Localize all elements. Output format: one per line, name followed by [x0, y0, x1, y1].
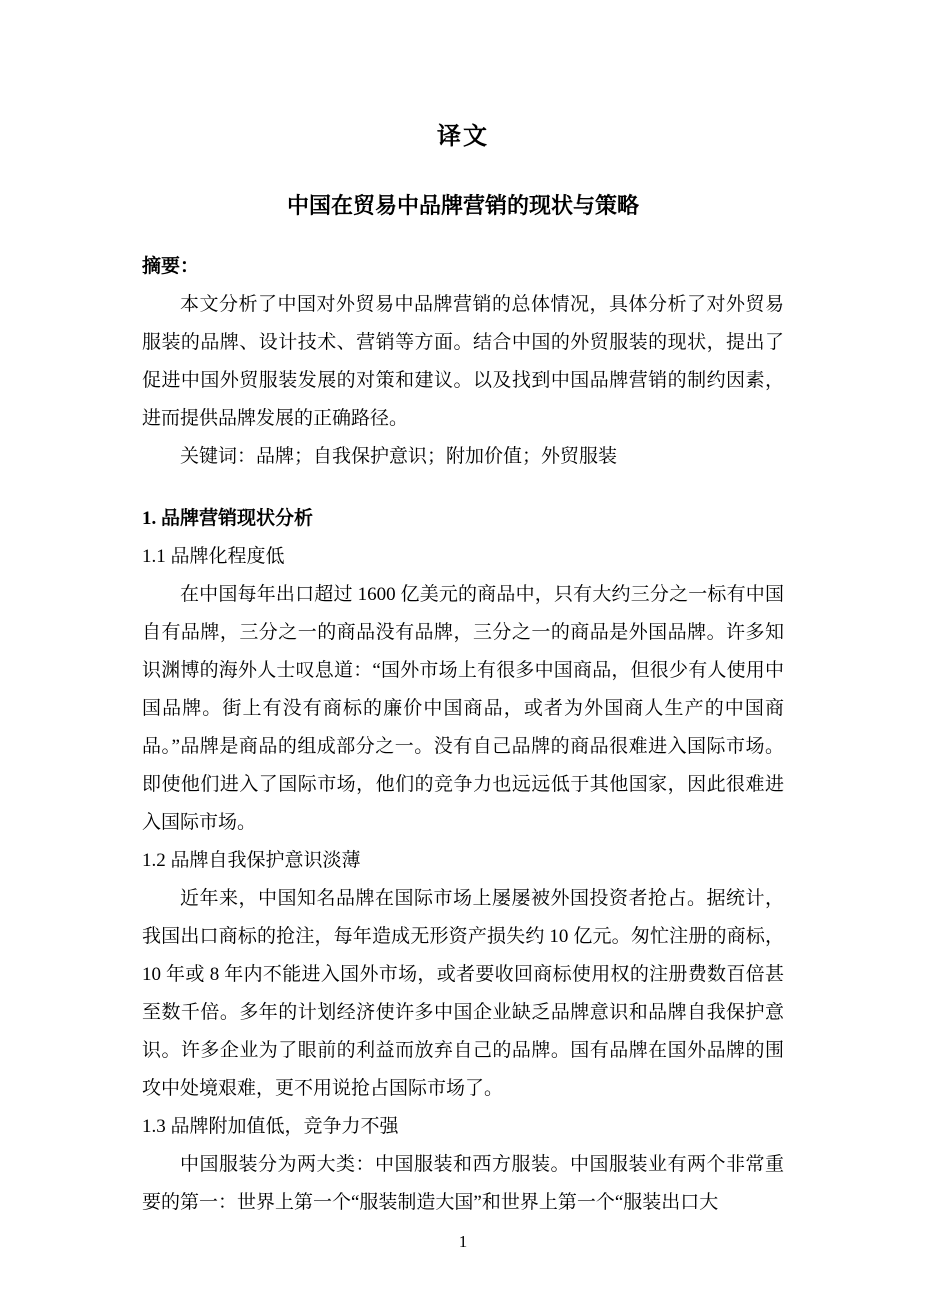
- subsection-1-1-paragraph: 在中国每年出口超过 1600 亿美元的商品中，只有大约三分之一标有中国自有品牌，三分之一的商品没有品牌，三分之一的商品是外国品牌。许多知识渊博的海外人士叹息道：“国外市场上有很多中国商品，但很少有人使用中国品牌。街上有没有商标的廉价中国商品，或者为外国商人生产的中国商品。”品牌是商品的组成部分之一。没有自己品牌的商品很难进入国际市场。即使他们进入了国际市场，他们的竞争力也远远低于其他国家，因此很难进入国际市场。: [142, 584, 784, 833]
- abstract-label: 摘要：: [142, 256, 200, 277]
- doc-title: 译文: [437, 124, 489, 150]
- abstract-paragraph: 本文分析了中国对外贸易中品牌营销的总体情况，具体分析了对外贸易服装的品牌、设计技术、营销等方面。结合中国的外贸服装的现状，提出了促进中国外贸服装发展的对策和建议。以及找到中国品牌营销的制约因素，进而提供品牌发展的正确路径。: [142, 294, 784, 429]
- subsection-1-2-paragraph: 近年来，中国知名品牌在国际市场上屡屡被外国投资者抢占。据统计，我国出口商标的抢注，每年造成无形资产损失约 10 亿元。匆忙注册的商标，10 年或 8 年内不能进入国外市场，或者要收回商标使用权的注册费数百倍甚至数千倍。多年的计划经济使许多中国企业缺乏品牌意识和品牌自我保护意识。许多企业为了眼前的利益而放弃自己的品牌。国有品牌在国外品牌的围攻中处境艰难，更不用说抢占国际市场了。: [142, 888, 784, 1099]
- subsection-1-2-heading: 1.2 品牌自我保护意识淡薄: [142, 850, 361, 871]
- subsection-1-1-heading: 1.1 品牌化程度低: [142, 546, 285, 567]
- page-number: 1: [458, 1232, 468, 1251]
- subsection-1-3-paragraph: 中国服装分为两大类：中国服装和西方服装。中国服装业有两个非常重要的第一：世界上第一个“服装制造大国”和世界上第一个“服装出口大: [142, 1154, 784, 1213]
- doc-subtitle: 中国在贸易中品牌营销的现状与策略: [286, 193, 639, 218]
- section-1-heading: 1. 品牌营销现状分析: [142, 508, 314, 529]
- keywords-line: 关键词：品牌；自我保护意识；附加价值；外贸服装: [180, 446, 618, 467]
- subsection-1-3-heading: 1.3 品牌附加值低，竞争力不强: [142, 1116, 399, 1137]
